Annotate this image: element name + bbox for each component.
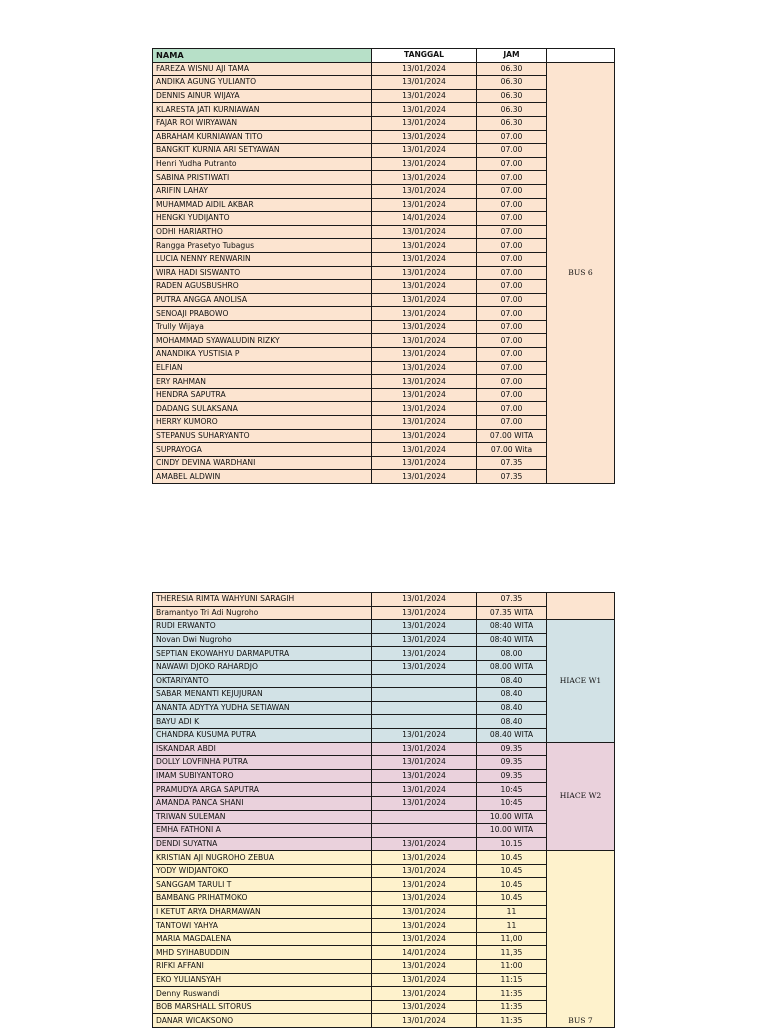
date-cell: 13/01/2024 — [372, 905, 477, 919]
date-cell: 13/01/2024 — [372, 280, 477, 294]
date-cell: 13/01/2024 — [372, 973, 477, 987]
table-row — [153, 239, 615, 253]
date-cell: 13/01/2024 — [372, 76, 477, 90]
time-cell: 07.00 — [477, 225, 547, 239]
name-cell: TANTOWI YAHYA — [153, 919, 372, 933]
name-cell: Bramantyo Tri Adi Nugroho — [153, 606, 372, 620]
name-cell: Trully Wijaya — [153, 320, 372, 334]
name-cell: ABRAHAM KURNIAWAN TITO — [153, 130, 372, 144]
name-cell: EKO YULIANSYAH — [153, 973, 372, 987]
date-cell: 13/01/2024 — [372, 388, 477, 402]
name-cell: DOLLY LOVFINHA PUTRA — [153, 756, 372, 770]
table-row — [153, 960, 615, 974]
table-row — [153, 715, 615, 729]
table-row — [153, 171, 615, 185]
header-tanggal: TANGGAL — [372, 49, 477, 63]
table-row — [153, 293, 615, 307]
time-cell: 07.00 — [477, 361, 547, 375]
table-row — [153, 144, 615, 158]
table-row — [153, 606, 615, 620]
table-row — [153, 212, 615, 226]
time-cell: 07.35 — [477, 470, 547, 484]
time-cell: 07.00 — [477, 171, 547, 185]
time-cell: 10.45 — [477, 864, 547, 878]
name-cell: LUCIA NENNY RENWARIN — [153, 252, 372, 266]
table-row — [153, 361, 615, 375]
table-row — [153, 198, 615, 212]
table-row — [153, 62, 615, 76]
table-row — [153, 701, 615, 715]
name-cell: MOHAMMAD SYAWALUDIN RIZKY — [153, 334, 372, 348]
name-cell: ERY RAHMAN — [153, 375, 372, 389]
name-cell: CHANDRA KUSUMA PUTRA — [153, 728, 372, 742]
time-cell: 11:35 — [477, 1014, 547, 1028]
name-cell: DANAR WICAKSONO — [153, 1014, 372, 1028]
time-cell: 08.00 WITA — [477, 660, 547, 674]
name-cell: ODHI HARIARTHO — [153, 225, 372, 239]
date-cell: 13/01/2024 — [372, 633, 477, 647]
table-row — [153, 116, 615, 130]
table-row — [153, 470, 615, 484]
date-cell: 14/01/2024 — [372, 212, 477, 226]
time-cell: 08:40 WITA — [477, 620, 547, 634]
date-cell: 13/01/2024 — [372, 144, 477, 158]
name-cell: RIFKI AFFANI — [153, 960, 372, 974]
table-row — [153, 633, 615, 647]
name-cell: BAYU ADI K — [153, 715, 372, 729]
table-row — [153, 905, 615, 919]
table-row — [153, 1014, 615, 1028]
date-cell: 13/01/2024 — [372, 89, 477, 103]
table-row — [153, 429, 615, 443]
date-cell: 13/01/2024 — [372, 606, 477, 620]
table-body-top — [153, 62, 615, 483]
header-jam: JAM — [477, 49, 547, 63]
date-cell: 13/01/2024 — [372, 796, 477, 810]
time-cell: 07.35 WITA — [477, 606, 547, 620]
table-row — [153, 225, 615, 239]
name-cell: RUDI ERWANTO — [153, 620, 372, 634]
time-cell: 11:15 — [477, 973, 547, 987]
date-cell: 13/01/2024 — [372, 987, 477, 1001]
name-cell: OKTARIYANTO — [153, 674, 372, 688]
name-cell: YODY WIDJANTOKO — [153, 864, 372, 878]
time-cell: 06.30 — [477, 76, 547, 90]
name-cell: SANGGAM TARULI T — [153, 878, 372, 892]
date-cell: 13/01/2024 — [372, 361, 477, 375]
time-cell: 10.15 — [477, 837, 547, 851]
table-row — [153, 320, 615, 334]
date-cell: 13/01/2024 — [372, 184, 477, 198]
date-cell: 13/01/2024 — [372, 1014, 477, 1028]
date-cell: 13/01/2024 — [372, 293, 477, 307]
time-cell: 06.30 — [477, 89, 547, 103]
table-row — [153, 973, 615, 987]
time-cell: 11 — [477, 905, 547, 919]
date-cell: 13/01/2024 — [372, 375, 477, 389]
time-cell: 10.45 — [477, 851, 547, 865]
time-cell: 07.00 — [477, 157, 547, 171]
name-cell: BANGKIT KURNIA ARI SETYAWAN — [153, 144, 372, 158]
time-cell: 07.00 — [477, 184, 547, 198]
time-cell: 11:00 — [477, 960, 547, 974]
date-cell: 13/01/2024 — [372, 171, 477, 185]
table-row — [153, 796, 615, 810]
name-cell: BAMBANG PRIHATMOKO — [153, 892, 372, 906]
name-cell: BOB MARSHALL SITORUS — [153, 1000, 372, 1014]
table-row — [153, 674, 615, 688]
table-row — [153, 769, 615, 783]
date-cell: 13/01/2024 — [372, 456, 477, 470]
date-cell: 13/01/2024 — [372, 919, 477, 933]
date-cell: 13/01/2024 — [372, 116, 477, 130]
date-cell: 13/01/2024 — [372, 402, 477, 416]
date-cell: 13/01/2024 — [372, 851, 477, 865]
date-cell: 13/01/2024 — [372, 660, 477, 674]
time-cell: 07.00 — [477, 320, 547, 334]
header-nama: NAMA — [153, 49, 372, 63]
table-row — [153, 593, 615, 607]
table-row — [153, 334, 615, 348]
time-cell: 07.00 — [477, 416, 547, 430]
group-label-w2: HIACE W2 — [547, 742, 615, 851]
date-cell: 13/01/2024 — [372, 1000, 477, 1014]
time-cell: 08.40 — [477, 715, 547, 729]
date-cell: 13/01/2024 — [372, 756, 477, 770]
name-cell: KLARESTA JATI KURNIAWAN — [153, 103, 372, 117]
name-cell: DADANG SULAKSANA — [153, 402, 372, 416]
date-cell: 13/01/2024 — [372, 307, 477, 321]
name-cell: MUHAMMAD AIDIL AKBAR — [153, 198, 372, 212]
time-cell: 06.30 — [477, 103, 547, 117]
table-row — [153, 756, 615, 770]
name-cell: TRIWAN SULEMAN — [153, 810, 372, 824]
time-cell: 07.00 — [477, 402, 547, 416]
date-cell: 13/01/2024 — [372, 225, 477, 239]
name-cell: HENGKI YUDIJANTO — [153, 212, 372, 226]
time-cell: 07.00 WITA — [477, 429, 547, 443]
name-cell: DENNIS AINUR WIJAYA — [153, 89, 372, 103]
table-row — [153, 416, 615, 430]
group-label-bus6 — [547, 593, 615, 620]
table-row — [153, 103, 615, 117]
name-cell: THERESIA RIMTA WAHYUNI SARAGIH — [153, 593, 372, 607]
table-row — [153, 851, 615, 865]
date-cell: 13/01/2024 — [372, 892, 477, 906]
header-row — [153, 49, 615, 63]
date-cell: 13/01/2024 — [372, 837, 477, 851]
table-row — [153, 932, 615, 946]
date-cell: 14/01/2024 — [372, 946, 477, 960]
name-cell: Rangga Prasetyo Tubagus — [153, 239, 372, 253]
time-cell: 08.00 — [477, 647, 547, 661]
table-row — [153, 348, 615, 362]
name-cell: SEPTIAN EKOWAHYU DARMAPUTRA — [153, 647, 372, 661]
date-cell: 13/01/2024 — [372, 742, 477, 756]
time-cell: 07.00 — [477, 212, 547, 226]
time-cell: 07.00 — [477, 280, 547, 294]
name-cell: I KETUT ARYA DHARMAWAN — [153, 905, 372, 919]
date-cell: 13/01/2024 — [372, 266, 477, 280]
date-cell: 13/01/2024 — [372, 470, 477, 484]
time-cell: 06.30 — [477, 62, 547, 76]
name-cell: ANDIKA AGUNG YULIANTO — [153, 76, 372, 90]
table-row — [153, 837, 615, 851]
date-cell: 13/01/2024 — [372, 960, 477, 974]
name-cell: WIRA HADI SISWANTO — [153, 266, 372, 280]
date-cell — [372, 674, 477, 688]
table-row — [153, 742, 615, 756]
name-cell: PRAMUDYA ARGA SAPUTRA — [153, 783, 372, 797]
name-cell: HENDRA SAPUTRA — [153, 388, 372, 402]
time-cell: 07.00 — [477, 334, 547, 348]
date-cell: 13/01/2024 — [372, 593, 477, 607]
date-cell — [372, 810, 477, 824]
table-row — [153, 456, 615, 470]
date-cell: 13/01/2024 — [372, 443, 477, 457]
date-cell: 13/01/2024 — [372, 429, 477, 443]
table-row — [153, 728, 615, 742]
table-row — [153, 388, 615, 402]
name-cell: MHD SYIHABUDDIN — [153, 946, 372, 960]
table-row — [153, 987, 615, 1001]
time-cell: 11 — [477, 919, 547, 933]
table-row — [153, 443, 615, 457]
table-row — [153, 157, 615, 171]
date-cell: 13/01/2024 — [372, 252, 477, 266]
time-cell: 07.00 — [477, 239, 547, 253]
table-row — [153, 375, 615, 389]
table-row — [153, 1000, 615, 1014]
table-row — [153, 878, 615, 892]
table-row — [153, 280, 615, 294]
time-cell: 06.30 — [477, 116, 547, 130]
date-cell: 13/01/2024 — [372, 130, 477, 144]
header-group — [547, 49, 615, 63]
table-row — [153, 130, 615, 144]
time-cell: 08.40 — [477, 701, 547, 715]
date-cell — [372, 688, 477, 702]
name-cell: Henri Yudha Putranto — [153, 157, 372, 171]
date-cell: 13/01/2024 — [372, 647, 477, 661]
time-cell: 10.00 WITA — [477, 810, 547, 824]
date-cell — [372, 701, 477, 715]
name-cell: AMANDA PANCA SHANI — [153, 796, 372, 810]
date-cell: 13/01/2024 — [372, 157, 477, 171]
schedule-table-top — [152, 48, 615, 484]
time-cell: 07.00 — [477, 266, 547, 280]
name-cell: ARIFIN LAHAY — [153, 184, 372, 198]
time-cell: 10:45 — [477, 783, 547, 797]
group-label-bus7: BUS 7 — [547, 851, 615, 1028]
table-row — [153, 89, 615, 103]
time-cell: 11:35 — [477, 1000, 547, 1014]
table-row — [153, 184, 615, 198]
table-row — [153, 946, 615, 960]
name-cell: MARIA MAGDALENA — [153, 932, 372, 946]
time-cell: 09.35 — [477, 756, 547, 770]
time-cell: 07.00 — [477, 198, 547, 212]
group-label-w1: HIACE W1 — [547, 620, 615, 742]
name-cell: FAJAR ROI WIRYAWAN — [153, 116, 372, 130]
table-body-bottom — [153, 593, 615, 1028]
table-row — [153, 647, 615, 661]
table-row — [153, 307, 615, 321]
name-cell: ISKANDAR ABDI — [153, 742, 372, 756]
name-cell: FAREZA WISNU AJI TAMA — [153, 62, 372, 76]
time-cell: 09.35 — [477, 769, 547, 783]
table-row — [153, 919, 615, 933]
date-cell: 13/01/2024 — [372, 728, 477, 742]
date-cell: 13/01/2024 — [372, 348, 477, 362]
date-cell — [372, 824, 477, 838]
name-cell: NAWAWI DJOKO RAHARDJO — [153, 660, 372, 674]
name-cell: AMABEL ALDWIN — [153, 470, 372, 484]
time-cell: 11:35 — [477, 987, 547, 1001]
schedule-table-bottom — [152, 592, 615, 1028]
name-cell: SABAR MENANTI KEJUJURAN — [153, 688, 372, 702]
time-cell: 07.00 — [477, 252, 547, 266]
time-cell: 08:40 WITA — [477, 633, 547, 647]
date-cell: 13/01/2024 — [372, 783, 477, 797]
time-cell: 07.00 — [477, 307, 547, 321]
name-cell: IMAM SUBIYANTORO — [153, 769, 372, 783]
table-row — [153, 266, 615, 280]
name-cell: SABINA PRISTIWATI — [153, 171, 372, 185]
date-cell: 13/01/2024 — [372, 416, 477, 430]
date-cell: 13/01/2024 — [372, 334, 477, 348]
name-cell: SUPRAYOGA — [153, 443, 372, 457]
time-cell: 10.45 — [477, 878, 547, 892]
time-cell: 07.00 — [477, 144, 547, 158]
date-cell: 13/01/2024 — [372, 198, 477, 212]
name-cell: CINDY DEVINA WARDHANI — [153, 456, 372, 470]
table-row — [153, 252, 615, 266]
name-cell: ANANTA ADYTYA YUDHA SETIAWAN — [153, 701, 372, 715]
time-cell: 07.00 — [477, 293, 547, 307]
date-cell: 13/01/2024 — [372, 62, 477, 76]
name-cell: PUTRA ANGGA ANOLISA — [153, 293, 372, 307]
date-cell: 13/01/2024 — [372, 864, 477, 878]
name-cell: HERRY KUMORO — [153, 416, 372, 430]
time-cell: 07.35 — [477, 593, 547, 607]
group-label-bus6: BUS 6 — [547, 62, 615, 483]
table-row — [153, 660, 615, 674]
time-cell: 11,35 — [477, 946, 547, 960]
name-cell: Novan Dwi Nugroho — [153, 633, 372, 647]
time-cell: 07.00 — [477, 388, 547, 402]
time-cell: 09.35 — [477, 742, 547, 756]
time-cell: 07.35 — [477, 456, 547, 470]
name-cell: ANANDIKA YUSTISIA P — [153, 348, 372, 362]
date-cell: 13/01/2024 — [372, 932, 477, 946]
time-cell: 07.00 — [477, 348, 547, 362]
name-cell: SENOAJI PRABOWO — [153, 307, 372, 321]
date-cell: 13/01/2024 — [372, 620, 477, 634]
name-cell: STEPANUS SUHARYANTO — [153, 429, 372, 443]
time-cell: 08.40 — [477, 688, 547, 702]
time-cell: 11,00 — [477, 932, 547, 946]
table-row — [153, 76, 615, 90]
table-row — [153, 824, 615, 838]
name-cell: KRISTIAN AJI NUGROHO ZEBUA — [153, 851, 372, 865]
time-cell: 08.40 WITA — [477, 728, 547, 742]
time-cell: 08.40 — [477, 674, 547, 688]
table-row — [153, 810, 615, 824]
time-cell: 07.00 Wita — [477, 443, 547, 457]
name-cell: EMHA FATHONI A — [153, 824, 372, 838]
table-row — [153, 783, 615, 797]
time-cell: 10.45 — [477, 892, 547, 906]
date-cell: 13/01/2024 — [372, 769, 477, 783]
time-cell: 07.00 — [477, 375, 547, 389]
time-cell: 10.00 WITA — [477, 824, 547, 838]
date-cell: 13/01/2024 — [372, 239, 477, 253]
date-cell: 13/01/2024 — [372, 103, 477, 117]
time-cell: 10:45 — [477, 796, 547, 810]
time-cell: 07.00 — [477, 130, 547, 144]
table-row — [153, 864, 615, 878]
table-row — [153, 402, 615, 416]
date-cell — [372, 715, 477, 729]
table-row — [153, 688, 615, 702]
table-row — [153, 892, 615, 906]
name-cell: RADEN AGUSBUSHRO — [153, 280, 372, 294]
name-cell: DENDI SUYATNA — [153, 837, 372, 851]
name-cell: ELFIAN — [153, 361, 372, 375]
date-cell: 13/01/2024 — [372, 320, 477, 334]
date-cell: 13/01/2024 — [372, 878, 477, 892]
name-cell: Denny Ruswandi — [153, 987, 372, 1001]
table-row — [153, 620, 615, 634]
